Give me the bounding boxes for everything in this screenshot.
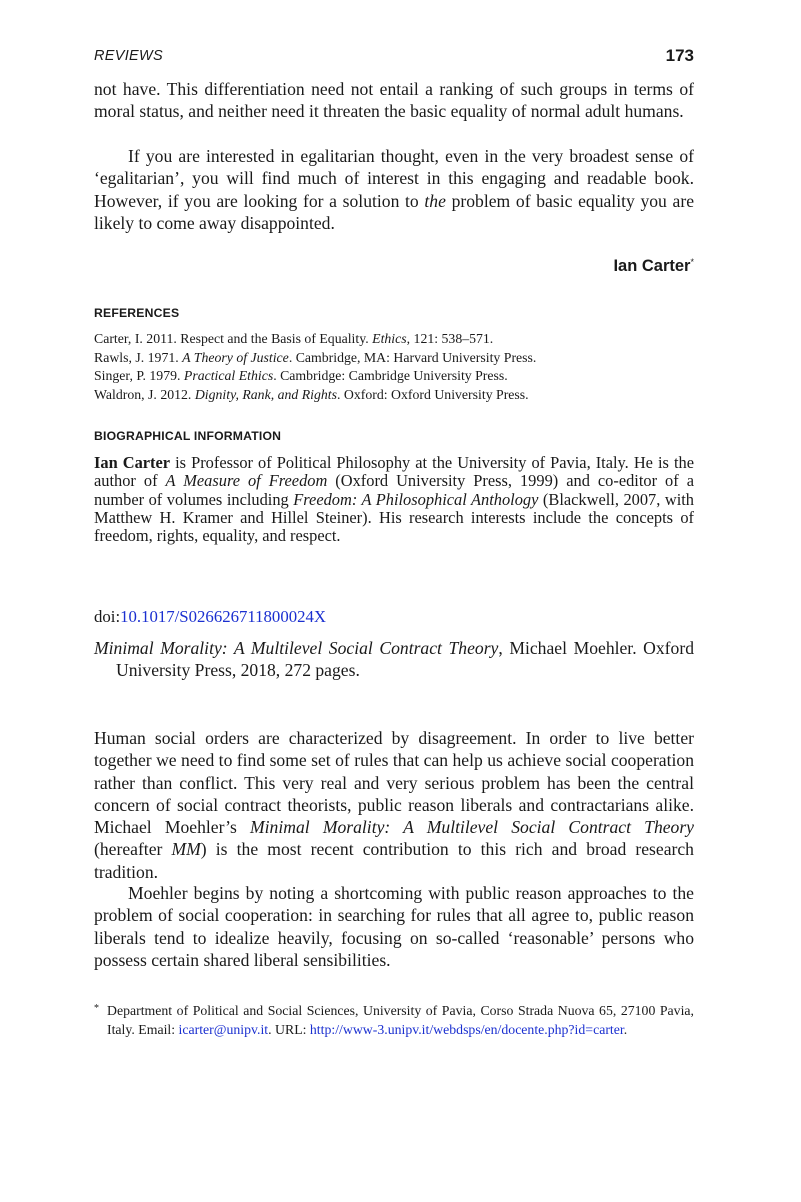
review1-paragraph-2	[94, 145, 694, 234]
emphasis: MM	[171, 839, 201, 860]
reference-item	[94, 367, 694, 386]
text-run: is Professor of Political Philosophy at the University of Pavia, Italy. He is the author of	[94, 453, 694, 491]
text-run: , Michael Moehler. Oxford University Press, 2018, 272 pages.	[116, 638, 694, 681]
doi-line	[94, 607, 326, 627]
doi-link[interactable]: 10.1017/S026626711800024X	[120, 607, 326, 626]
text-run: (Oxford University Press, 1999) and co-editor of a number of volumes including	[94, 471, 694, 509]
bio-paragraph	[94, 454, 694, 545]
review2-paragraph-2: Moehler begins by noting a shortcoming with public reason approaches to the problem of social cooperation: in searching for rules that all agree to, public reason liberals tend to idealize heavily, focusing on so-called ‘reasonable’ persons who possess certain shared liberal sensibilities.	[94, 883, 694, 970]
bio-heading: BIOGRAPHICAL INFORMATION	[94, 429, 282, 443]
email-link[interactable]: icarter@unipv.it	[178, 1022, 269, 1037]
book-title: Minimal Morality: A Multilevel Social Contract Theory	[94, 638, 499, 658]
url-link[interactable]: http://www-3.unipv.it/webdsps/en/docente.php?id=carter	[309, 1022, 624, 1037]
page-number: 173	[665, 46, 694, 65]
review2-paragraph-1	[94, 727, 694, 883]
text-run: Department of Political and Social Sciences, University of Pavia, Corso Strada Nuova 65, 27100 Pavia, Italy. Email:	[107, 1003, 694, 1037]
footnote	[94, 1001, 694, 1039]
references-heading: REFERENCES	[94, 306, 180, 320]
page-header	[94, 48, 694, 70]
footnote-mark: *	[94, 1003, 99, 1014]
text-run: Rawls, J. 1971.	[94, 349, 183, 365]
book-citation	[94, 637, 694, 682]
text-run: Waldron, J. 2012.	[94, 386, 195, 402]
emphasis: Ethics	[372, 331, 407, 346]
text-run: (Blackwell, 2007, with Matthew H. Kramer and Hillel Steiner). His research interests include the concepts of freedom, rights, equality, and respect.	[94, 489, 694, 546]
review1-paragraph-1: not have. This differentiation need not entail a ranking of such groups in terms of moral status, and neither need it threaten the basic equality of normal adult humans.	[94, 79, 694, 122]
text-run: .	[623, 1022, 628, 1037]
emphasis: the	[424, 190, 446, 211]
text-run: , 121: 538–571.	[406, 331, 494, 346]
emphasis: A Measure of Freedom	[165, 471, 328, 491]
text-run: Human social orders are characterized by disagreement. In order to live better together we need to find some set of rules that can help us achieve social cooperation rather than conflict. This very real and very serious problem has been the central concern of social contract theorists, public reason liberals and contractarians alike. Michael Moehler’s	[94, 728, 694, 838]
text-run: . Oxford: Oxford University Press.	[337, 386, 529, 402]
reviewer-signature	[613, 257, 694, 276]
reference-item	[94, 349, 694, 368]
text-run: (hereafter	[94, 839, 172, 860]
text-run: Carter, I. 2011. Respect and the Basis of Equality.	[94, 331, 373, 346]
text-run: . Cambridge, MA: Harvard University Press.	[288, 349, 537, 365]
text-run: Singer, P. 1979.	[94, 368, 184, 384]
author-name: Ian Carter	[94, 453, 171, 472]
doi-prefix: doi:	[94, 607, 121, 626]
running-head: REVIEWS	[94, 48, 163, 64]
text-run: . URL:	[268, 1022, 310, 1037]
references-list	[94, 330, 694, 404]
emphasis: A Theory of Justice	[182, 349, 289, 365]
text-run: If you are interested in egalitarian thought, even in the very broadest sense of ‘egalitarian’, you will find much of interest in this engaging and readable book. However, if you are looking for a solution to	[94, 146, 694, 211]
emphasis: Dignity, Rank, and Rights	[194, 386, 338, 402]
footnote-marker[interactable]: *	[690, 257, 694, 267]
text-run: . Cambridge: Cambridge University Press.	[273, 368, 508, 384]
emphasis: Practical Ethics	[183, 368, 274, 384]
reference-item	[94, 386, 694, 405]
reference-item	[94, 330, 694, 349]
text-run: problem of basic equality you are likely to come away disappointed.	[94, 190, 695, 233]
reviewer-name: Ian Carter	[613, 257, 691, 275]
text-run: ) is the most recent contribution to this rich and broad research tradition.	[94, 839, 694, 882]
emphasis: Minimal Morality: A Multilevel Social Contract Theory	[250, 817, 694, 838]
emphasis: Freedom: A Philosophical Anthology	[293, 489, 539, 509]
